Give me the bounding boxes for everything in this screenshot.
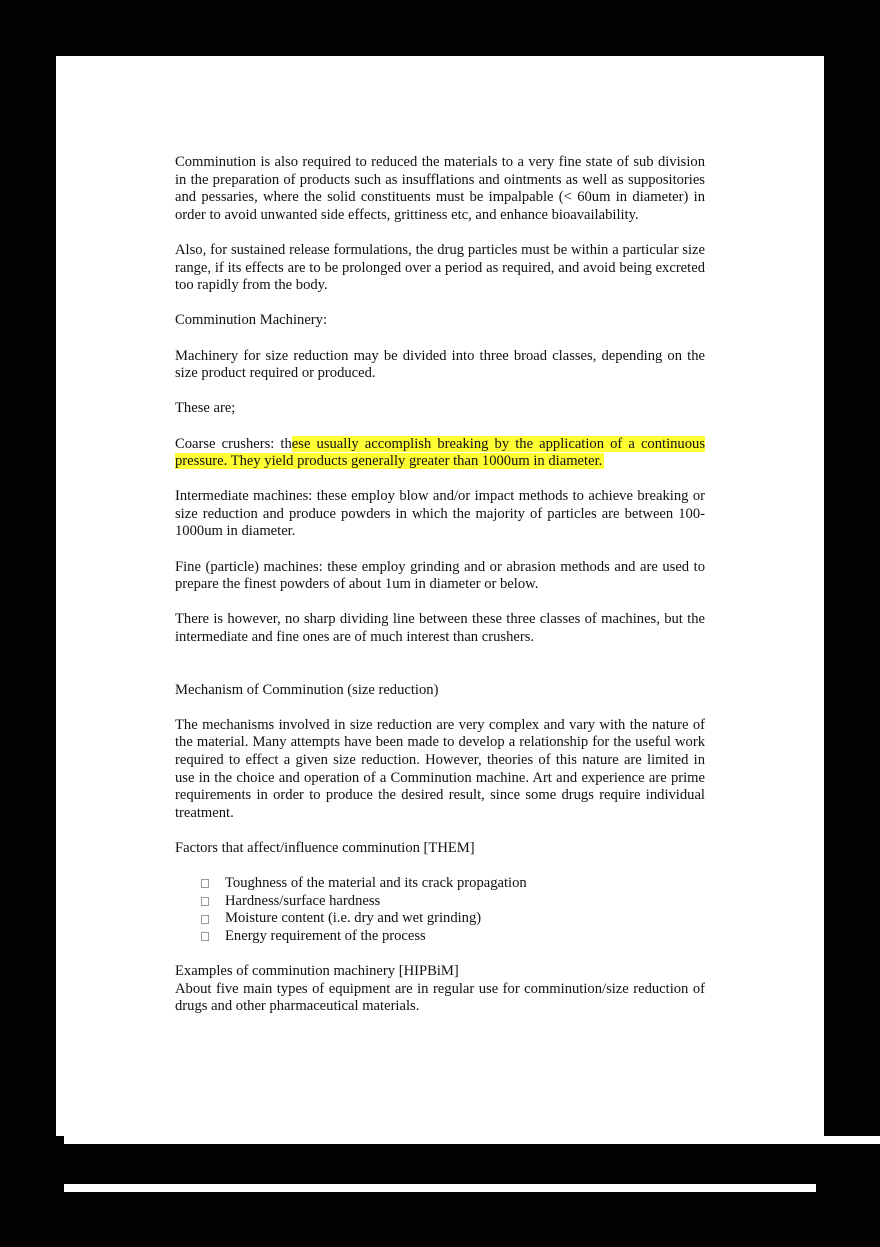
paragraph-machinery-classes: Machinery for size reduction may be divided into three broad classes, depending on the size product required or produced. xyxy=(175,347,705,382)
paragraph-fine-machines: Fine (particle) machines: these employ grinding and or abrasion methods and are used to prepare the finest powders of about 1um in diameter or below. xyxy=(175,558,705,593)
paragraph-these-are: These are; xyxy=(175,400,236,417)
heading-comminution-machinery: Comminution Machinery: xyxy=(175,312,328,329)
list-item: Energy requirement of the process xyxy=(201,928,705,946)
document-body xyxy=(175,154,705,1016)
bullet-box-icon xyxy=(201,897,209,906)
paragraph-intermediate-machines: Intermediate machines: these employ blow and/or impact methods to achieve breaking or size reduction and produce powders in which the majority of particles are between 100-1000um in diameter. xyxy=(175,488,705,540)
document-page xyxy=(56,56,824,1136)
page-edge-strip xyxy=(64,1136,880,1144)
paragraph-mechanism: The mechanisms involved in size reduction are very complex and vary with the nature of the material. Many attempts have been made to develop a relationship for the useful work required to effect a given size reduction. However, theories of this nature are limited in use in the choice and operation of a Comminution machine. Art and experience are prime requirements in order to produce the desired result, since some drugs require individual treatment. xyxy=(175,716,705,821)
heading-mechanism: Mechanism of Comminution (size reduction) xyxy=(175,681,439,698)
bullet-box-icon xyxy=(201,879,209,888)
paragraph-intro: Comminution is also required to reduced the materials to a very fine state of sub division in the preparation of products such as insufflations and ointments as well as suppositories and pessaries, where the solid constituents must be impalpable (< 60um in diameter) in order to avoid unwanted side effects, grittiness etc, and enhance bioavailability. xyxy=(175,154,705,223)
paragraph-sustained-release: Also, for sustained release formulations, the drug particles must be within a particular size range, if its effects are to be prolonged over a period as required, and avoid being excreted too rapidly from the body. xyxy=(175,241,705,294)
list-item: Hardness/surface hardness xyxy=(201,893,705,911)
paragraph-examples: About five main types of equipment are in regular use for comminution/size reduction of drugs and other pharmaceutical materials. xyxy=(175,980,705,1015)
heading-factors: Factors that affect/influence comminution [THEM] xyxy=(175,839,475,856)
paragraph-coarse-crushers xyxy=(175,436,705,471)
heading-examples: Examples of comminution machinery [HIPBiM] xyxy=(175,963,459,980)
list-item: Moisture content (i.e. dry and wet grinding) xyxy=(201,910,705,928)
list-item: Toughness of the material and its crack propagation xyxy=(201,875,705,893)
factors-list xyxy=(175,875,705,945)
coarse-prefix: Coarse crushers: th xyxy=(175,435,292,452)
bullet-box-icon xyxy=(201,932,209,941)
paragraph-no-dividing-line: There is however, no sharp dividing line between these three classes of machines, but the intermediate and fine ones are of much interest than crushers. xyxy=(175,611,705,646)
bullet-box-icon xyxy=(201,915,209,924)
highlighted-text: ese usually accomplish breaking by the application of a continuous pressure. They yield products generally greater than 1000um in diameter. xyxy=(175,435,705,470)
page-bottom-bar xyxy=(64,1184,816,1192)
